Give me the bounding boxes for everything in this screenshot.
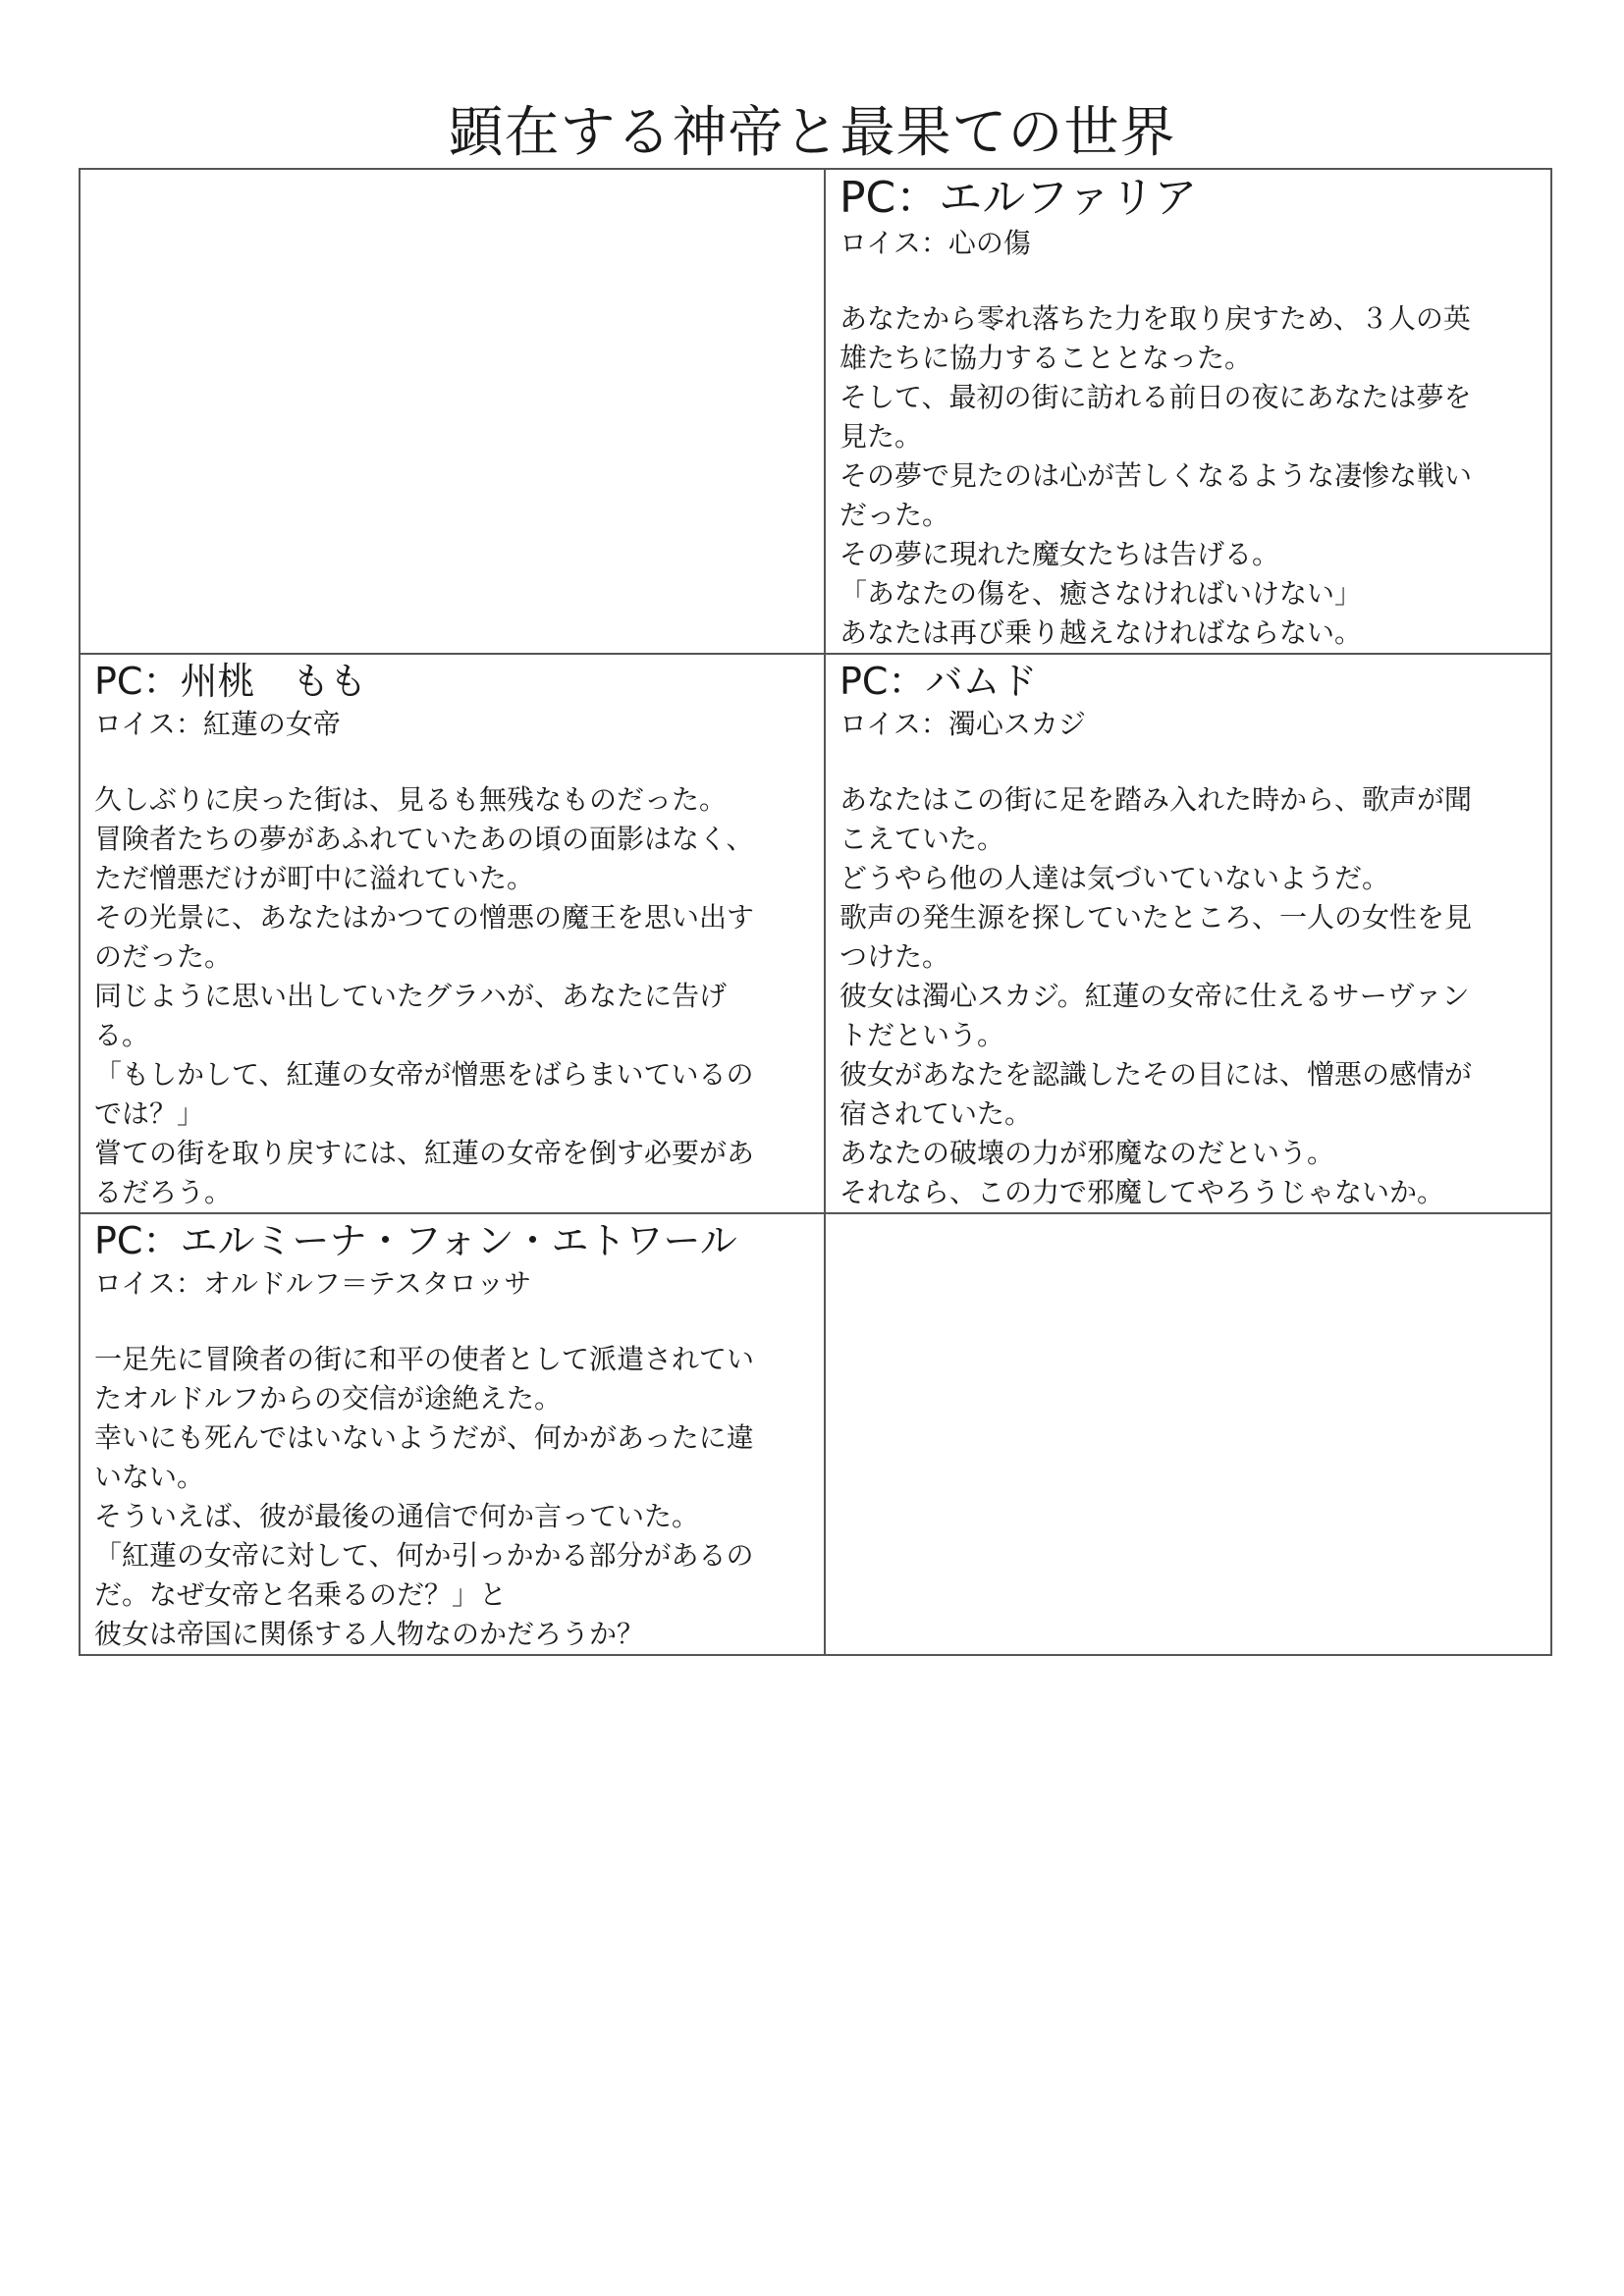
lois-label: ロイス：オルドルフ＝テスタロッサ	[94, 1267, 532, 1300]
text-line: る。	[94, 1019, 150, 1051]
text-line: こえていた。	[839, 823, 1005, 855]
text-line: それなら、この力で邪魔してやろうじゃないか。	[839, 1176, 1445, 1208]
text-line: 見た。	[839, 420, 923, 453]
lois-label: ロイス：心の傷	[839, 227, 1031, 259]
text-line: 同じように思い出していたグラハが、あなたに告げ	[94, 980, 728, 1012]
text-line: 久しぶりに戻った街は、見るも無残なものだった。	[94, 783, 728, 816]
text-line: 彼女があなたを認識したその目には、憎悪の感情が	[839, 1058, 1473, 1091]
pc-heading	[839, 174, 1537, 223]
text-line: 冒険者たちの夢があふれていたあの頃の面影はなく、	[94, 823, 754, 855]
text-line: どうやら他の人達は気づいていないようだ。	[839, 862, 1390, 894]
pc-card-bamud	[825, 654, 1551, 1213]
text-line: 彼女は帝国に関係する人物なのかだろうか？	[94, 1618, 645, 1650]
pc-heading	[94, 1218, 810, 1263]
document-title: 顕在する神帝と最果ての世界	[448, 101, 1176, 165]
lois-label: ロイス：紅蓮の女帝	[94, 708, 341, 740]
text-line: 「あなたの傷を、癒さなければいけない」	[839, 577, 1363, 610]
empty-cell-top-left	[80, 169, 825, 654]
pc-name: バムド	[925, 660, 1038, 703]
pc-prefix: PC：	[94, 1219, 181, 1262]
pc-name: 州桃 もも	[180, 660, 367, 703]
text-line: 宿されていた。	[839, 1097, 1033, 1130]
table-row	[80, 654, 1551, 1213]
pc-card-elmina	[80, 1213, 825, 1655]
table-row	[80, 1213, 1551, 1655]
text-line: 「紅蓮の女帝に対して、何か引っかかる部分があるの	[94, 1539, 754, 1572]
pc-name: エルミーナ・フォン・エトワール	[180, 1219, 737, 1262]
text-line: あなたの破壊の力が邪魔なのだという。	[839, 1137, 1335, 1169]
pc-prefix: PC：	[839, 173, 940, 223]
text-line: だ。なぜ女帝と名乗るのだ？」と	[94, 1578, 508, 1611]
text-line: だった。	[839, 499, 950, 531]
text-line: 雄たちに協力することとなった。	[839, 342, 1253, 374]
text-line: あなたはこの街に足を踏み入れた時から、歌声が聞	[839, 783, 1473, 816]
text-line: その夢で見たのは心が苦しくなるような凄惨な戦い	[839, 459, 1473, 492]
empty-cell-bottom-right	[825, 1213, 1551, 1655]
pc-card-elfaria	[825, 169, 1551, 654]
text-line: あなたは再び乗り越えなければならない。	[839, 616, 1363, 649]
text-line: では？」	[94, 1097, 205, 1130]
pc-prefix: PC：	[94, 660, 181, 703]
pc-heading	[839, 659, 1537, 704]
text-line: そして、最初の街に訪れる前日の夜にあなたは夢を	[839, 381, 1472, 413]
lois-label: ロイス：濁心スカジ	[839, 708, 1086, 740]
text-line: いない。	[94, 1461, 205, 1493]
text-line: 幸いにも死んではいないようだが、何かがあったに違	[94, 1421, 754, 1454]
text-line: 嘗ての街を取り戻すには、紅蓮の女帝を倒す必要があ	[94, 1137, 755, 1169]
pc-name: エルファリア	[939, 173, 1198, 223]
text-line: その光景に、あなたはかつての憎悪の魔王を思い出す	[94, 901, 755, 934]
character-handout-table	[79, 168, 1552, 1656]
pc-heading	[94, 659, 810, 704]
text-line: たオルドルフからの交信が途絶えた。	[94, 1382, 563, 1415]
text-line: 一足先に冒険者の街に和平の使者として派遣されてい	[94, 1343, 755, 1375]
pc-card-momo	[80, 654, 825, 1213]
text-line: のだった。	[94, 940, 233, 973]
text-line: 歌声の発生源を探していたところ、一人の女性を見	[839, 901, 1473, 934]
text-line: ただ憎悪だけが町中に溢れていた。	[94, 862, 535, 894]
text-line: あなたから零れ落ちた力を取り戻すため、３人の英	[839, 302, 1471, 335]
text-line: トだという。	[839, 1019, 1005, 1051]
pc-prefix: PC：	[839, 660, 926, 703]
text-line: 彼女は濁心スカジ。紅蓮の女帝に仕えるサーヴァン	[839, 980, 1470, 1012]
text-line: その夢に現れた魔女たちは告げる。	[839, 538, 1280, 570]
text-line: そういえば、彼が最後の通信で何か言っていた。	[94, 1500, 700, 1532]
text-line: つけた。	[839, 940, 950, 973]
text-line: るだろう。	[94, 1176, 233, 1208]
table-row	[80, 169, 1551, 654]
text-line: 「もしかして、紅蓮の女帝が憎悪をばらまいているの	[94, 1058, 754, 1091]
